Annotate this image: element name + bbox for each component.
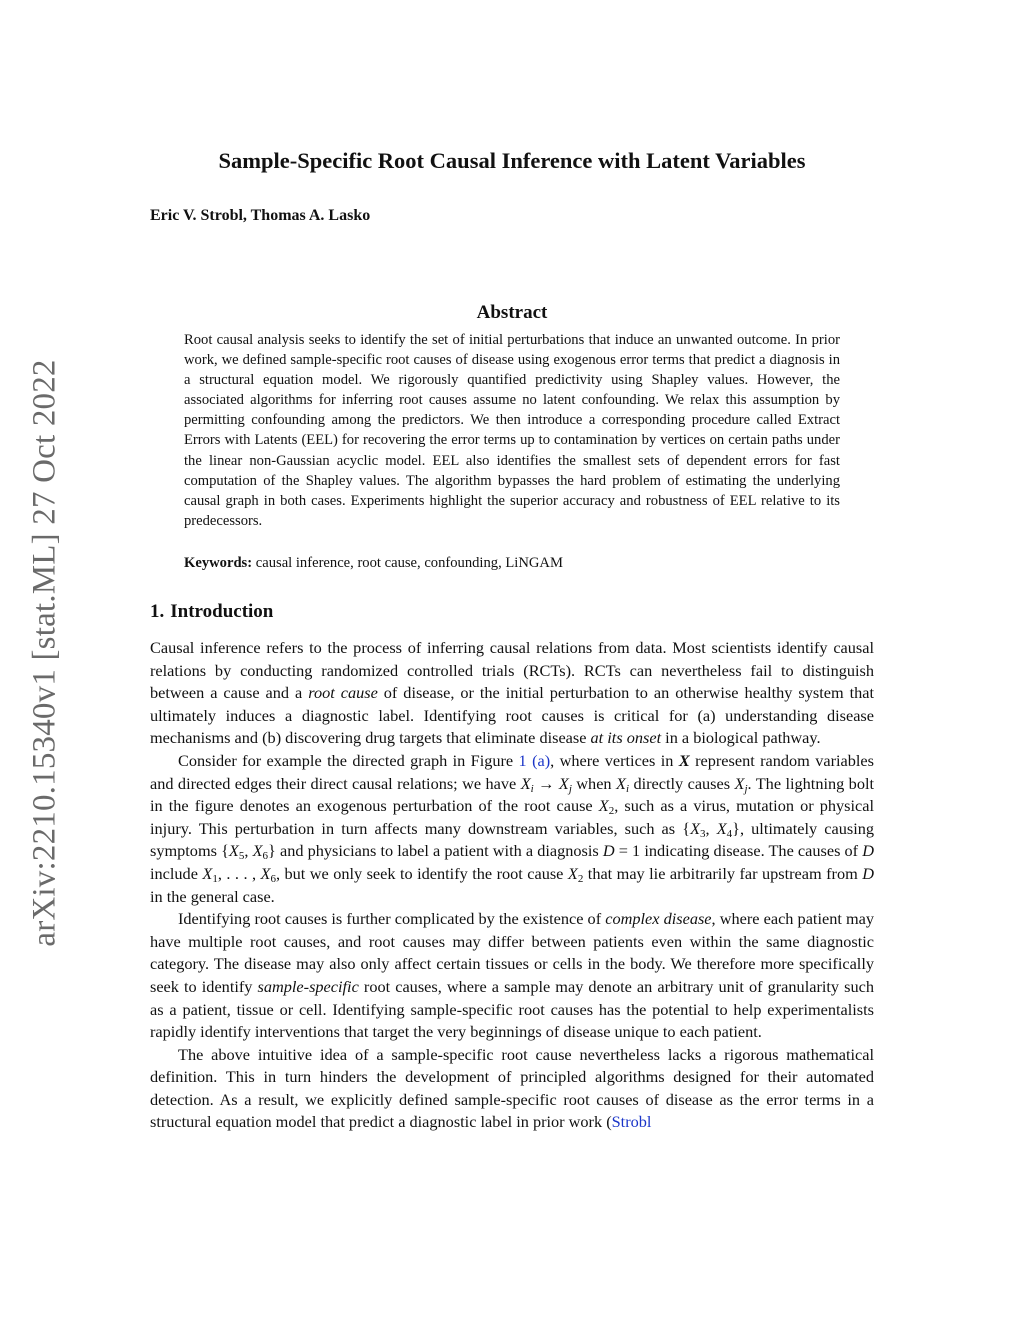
paragraph-3: Identifying root causes is further complicated by the existence of complex disease, where each patient may have multiple root causes, and root causes may differ between patients even within the same diagnostic category. The disease may also only affect certain tissues or cells in the body. We therefore more specifically seek to identify sample-specific root causes, where a sample may denote an arbitrary unit of granularity such as a patient, tissue or cell. Identifying sample-specific root causes has the potential to help experimentalists rapidly identify interventions that target the very beginnings of disease unique to each patient. — [150, 909, 875, 1042]
arxiv-identifier: arXiv:2210.15340v1 [stat.ML] 27 Oct 2022 — [26, 359, 63, 947]
abstract-heading: Abstract — [476, 302, 548, 323]
abstract-text: Root causal analysis seeks to identify the set of initial perturbations that induce an unwanted outcome. In prior work, we defined sample-specific root causes of disease using exogenous error terms that predict a diagnosis in a structural equation model. We rigorously quantified predictivity using Shapley values. However, the associated algorithms for inferring root causes assume no latent confounding. We relax this assumption by permitting confounding among the predictors. We then introduce a corresponding procedure called Extract Errors with Latents (EEL) for recovering the error terms up to contamination by vertices on certain paths under the linear non-Gaussian acyclic model. EEL also identifies the smallest sets of dependent errors for fast computation of the Shapley values. The algorithm bypasses the hard problem of estimating the underlying causal graph in both cases. Experiments highlight the superior accuracy and robustness of EEL relative to its predecessors. — [184, 332, 840, 529]
introduction-body — [150, 637, 874, 1134]
paragraph-2: Consider for example the directed graph in Figure 1 (a), where vertices in X represent random variables and directed edges their direct causal relations; we have $X_i \to X_j$ when $X_i$ directly causes $X_j$. The lightning bolt in the figure denotes an exogenous perturbation of the root cause $X_2$, such as a virus, mutation or physical injury. This perturbation in turn affects many downstream variables, such as {$X_3$, $X_4$}, ultimately causing symptoms {$X_5$, $X_6$} and physicians to label a patient with a diagnosis D = 1 indicating disease. The causes of D include $X_1$, . . . , $X_6$, but we only seek to identify the root cause $X_2$ that may lie arbitrarily far upstream from D in the general case. — [150, 750, 875, 906]
paragraph-1: Causal inference refers to the process of inferring causal relations from data. Most scientists identify causal relations by conducting randomized controlled trials (RCTs). RCTs can nevertheless fail to distinguish between a cause and a root cause of disease, or the initial perturbation to an otherwise healthy system that ultimately induces a diagnostic label. Identifying root causes is critical for (a) understanding disease mechanisms and (b) discovering drug targets that eliminate disease at its onset in a biological pathway. — [150, 638, 874, 748]
arxiv-watermark — [28, 348, 62, 958]
keywords-line — [184, 553, 840, 573]
section-heading-introduction — [150, 601, 273, 623]
citation-link-strobl[interactable]: Strobl — [611, 1112, 652, 1132]
section-title: Introduction — [170, 601, 274, 622]
author-list: Eric V. Strobl, Thomas A. Lasko — [150, 207, 371, 224]
paper-title: Sample-Specific Root Causal Inference with Latent Variables — [218, 148, 806, 173]
keywords-list: causal inference, root cause, confounding, LiNGAM — [255, 555, 563, 571]
keywords-label: Keywords: — [184, 555, 253, 571]
section-number: 1. — [150, 601, 165, 622]
figure-ref-link[interactable]: 1 (a) — [518, 750, 551, 770]
paragraph-4: The above intuitive idea of a sample-specific root cause nevertheless lacks a rigorous mathematical definition. This in turn hinders the development of principled algorithms designed for their automated detection. As a result, we explicitly defined sample-specific root causes of disease as the error terms in a structural equation model that predict a diagnostic label in prior work (Strobl — [150, 1044, 874, 1132]
